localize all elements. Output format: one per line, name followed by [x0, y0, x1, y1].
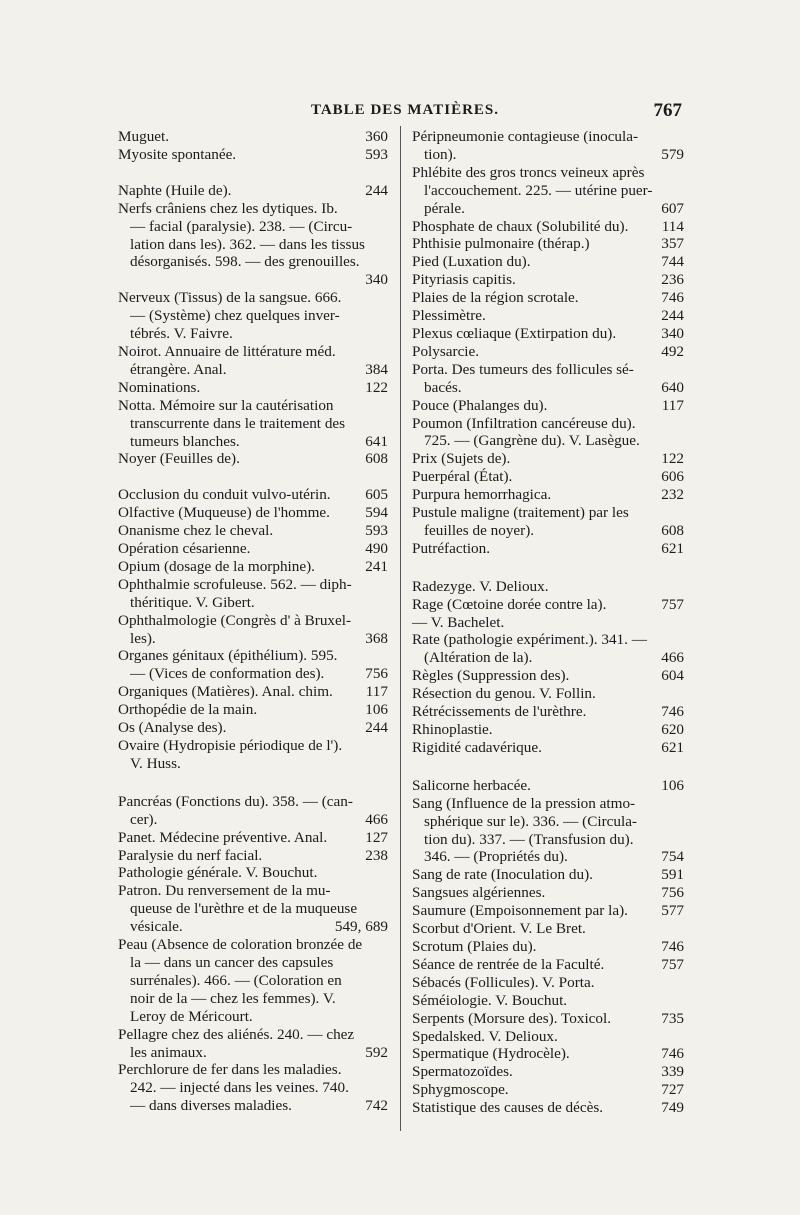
index-entry	[412, 504, 684, 540]
entry-line: transcurrente dans le traitement des	[130, 414, 346, 432]
index-entry	[412, 253, 684, 271]
entry-line: Rate (pathologie expériment.). 341. —	[412, 631, 647, 649]
entry-line: Pied (Luxation du). 744	[412, 253, 684, 271]
entry-line: Nerfs crâniens chez les dytiques. Ib.	[118, 199, 338, 217]
page-reference: 579	[661, 145, 684, 163]
page-reference: 466	[661, 649, 684, 667]
page-reference: 368	[365, 629, 388, 647]
entry-line: Poumon (Infiltration cancéreuse du).	[412, 414, 636, 432]
page-reference: 746	[661, 1045, 684, 1063]
entry-line: Règles (Suppression des). 604	[412, 667, 684, 685]
page-reference: 591	[661, 866, 684, 884]
entry-line: Plexus cœliaque (Extirpation du). 340	[412, 324, 684, 342]
page-reference: 117	[365, 683, 388, 701]
entry-line: Panet. Médecine préventive. Anal. 127	[118, 828, 388, 846]
page-reference: 360	[365, 128, 388, 145]
entry-line: Spermatique (Hydrocèle). 746	[412, 1045, 684, 1063]
index-entry	[118, 128, 388, 146]
index-entry	[412, 667, 684, 685]
index-entry	[118, 146, 388, 164]
entry-line: bacés. 640	[424, 378, 684, 396]
entry-line: Opium (dosage de la morphine). 241	[118, 557, 388, 575]
page-reference: 746	[661, 289, 684, 307]
entry-line: Purpura hemorrhagica. 232	[412, 486, 684, 504]
page-reference: 592	[365, 1043, 388, 1061]
entry-line: Patron. Du renversement de la mu-	[118, 882, 331, 900]
entry-line: — (Système) chez quelques inver-	[130, 307, 340, 325]
entry-line: 346. — (Propriétés du). 754	[424, 848, 684, 866]
entry-line: Opération césarienne. 490	[118, 540, 388, 558]
entry-line: Saumure (Empoisonnement par la). 577	[412, 902, 684, 920]
index-entry	[412, 164, 684, 218]
index-entry	[412, 920, 684, 938]
page-reference: 244	[661, 307, 684, 325]
entry-line: Noirot. Annuaire de littérature méd.	[118, 342, 336, 360]
index-entry	[412, 974, 684, 992]
page-reference: 466	[365, 810, 388, 828]
entry-line: lation dans les). 362. — dans les tissus	[130, 235, 365, 253]
index-entry	[412, 486, 684, 504]
page-reference: 492	[661, 342, 684, 360]
page-reference: 384	[365, 360, 388, 378]
entry-line: Polysarcie. 492	[412, 342, 684, 360]
entry-line: Rage (Cœtoine dorée contre la). 757	[412, 595, 684, 613]
entry-line: Rétrécissements de l'urèthre. 746	[412, 703, 684, 721]
entry-line: Noyer (Feuilles de). 608	[118, 450, 388, 468]
page-reference: 339	[661, 1063, 684, 1081]
page-reference: 757	[661, 955, 684, 973]
entry-line: Serpents (Morsure des). Toxicol. 735	[412, 1009, 684, 1027]
index-entry	[412, 235, 684, 253]
entry-line: Rigidité cadavérique. 621	[412, 738, 684, 756]
index-entry	[118, 737, 388, 773]
entry-line: Putréfaction. 621	[412, 539, 684, 557]
entry-line: Peau (Absence de coloration bronzée de	[118, 936, 363, 954]
index-entry	[118, 558, 388, 576]
page-reference: 757	[661, 595, 684, 613]
entry-line: Os (Analyse des). 244	[118, 719, 388, 737]
index-entry	[412, 468, 684, 486]
entry-line	[118, 271, 388, 289]
entry-line: V. Huss.	[130, 754, 181, 772]
entry-line: 242. — injecté dans les veines. 740.	[130, 1079, 349, 1097]
index-entry	[118, 343, 388, 379]
section-gap	[118, 164, 388, 182]
index-entry	[412, 218, 684, 236]
page-reference: 756	[661, 884, 684, 902]
index-entry	[412, 397, 684, 415]
entry-line: Sang de rate (Inoculation du). 591	[412, 866, 684, 884]
entry-line: tébrés. V. Faivre.	[130, 325, 233, 343]
index-entry	[118, 289, 388, 343]
index-entry	[412, 795, 684, 867]
index-entry	[412, 325, 684, 343]
index-entry	[118, 719, 388, 737]
entry-line: tion). 579	[424, 145, 684, 163]
index-entry	[118, 647, 388, 683]
entry-line: 725. — (Gangrène du). V. Lasègue.	[424, 432, 640, 450]
index-entry	[412, 343, 684, 361]
entry-line: feuilles de noyer). 608	[424, 521, 684, 539]
index-entry	[118, 936, 388, 1026]
page-reference: 640	[661, 378, 684, 396]
page-reference: 593	[365, 145, 388, 163]
index-entry	[118, 683, 388, 701]
page-reference: 593	[365, 522, 388, 540]
page-reference: 238	[365, 846, 388, 864]
page-reference: 606	[661, 468, 684, 486]
page-reference: 641	[365, 432, 388, 450]
entry-line: Sphygmoscope. 727	[412, 1081, 684, 1099]
page-reference: 127	[365, 828, 388, 846]
page-reference: 117	[661, 396, 684, 414]
page-reference: 577	[661, 902, 684, 920]
entry-line: noir de la — chez les femmes). V.	[130, 989, 336, 1007]
right-column	[412, 128, 684, 1117]
entry-line: Péripneumonie contagieuse (inocula-	[412, 128, 639, 145]
index-entry	[118, 847, 388, 865]
index-entry	[412, 1010, 684, 1028]
page-reference: 244	[365, 719, 388, 737]
page-reference: 749	[661, 1099, 684, 1117]
entry-line: Scrotum (Plaies du). 746	[412, 937, 684, 955]
index-entry	[412, 614, 684, 632]
entry-line: — (Vices de conformation des). 756	[130, 665, 388, 683]
entry-line: les). 368	[130, 629, 388, 647]
entry-line: Sang (Influence de la pression atmo-	[412, 794, 636, 812]
index-entry	[412, 1063, 684, 1081]
index-entry	[412, 956, 684, 974]
index-entry	[118, 200, 388, 290]
index-entry	[412, 415, 684, 451]
index-entry	[118, 397, 388, 451]
entry-line: Orthopédie de la main. 106	[118, 701, 388, 719]
page-reference: 746	[661, 703, 684, 721]
entry-line: Pityriasis capitis. 236	[412, 271, 684, 289]
entry-line: — dans diverses maladies. 742	[130, 1097, 388, 1115]
page-reference: 746	[661, 937, 684, 955]
index-entry	[412, 271, 684, 289]
entry-line: Phthisie pulmonaire (thérap.) 357	[412, 235, 684, 253]
running-header	[0, 100, 800, 124]
page-number: 767	[653, 100, 682, 121]
index-entry	[412, 685, 684, 703]
page-reference: 727	[661, 1081, 684, 1099]
index-entry	[412, 540, 684, 558]
entry-line: Olfactive (Muqueuse) de l'homme. 594	[118, 504, 388, 522]
index-entry	[118, 882, 388, 936]
index-entry	[412, 902, 684, 920]
entry-line: Plaies de la région scrotale. 746	[412, 289, 684, 307]
page-reference: 744	[661, 253, 684, 271]
entry-line: Organiques (Matières). Anal. chim. 117	[118, 683, 388, 701]
entry-line: Sébacés (Follicules). V. Porta.	[412, 973, 595, 991]
index-entry	[118, 182, 388, 200]
entry-line: Nominations. 122	[118, 378, 388, 396]
page-reference: 608	[365, 450, 388, 468]
entry-line: Scorbut d'Orient. V. Le Bret.	[412, 920, 586, 938]
entry-line: Plessimètre. 244	[412, 307, 684, 325]
entry-line: Rhinoplastie. 620	[412, 721, 684, 738]
entry-line: Spermatozoïdes. 339	[412, 1063, 684, 1081]
page-reference: 114	[661, 217, 684, 235]
page-reference: 357	[661, 235, 684, 253]
entry-line: Résection du genou. V. Follin.	[412, 685, 596, 703]
entry-line: Puerpéral (État). 606	[412, 468, 684, 486]
page-reference: 605	[365, 486, 388, 504]
entry-line: sphérique sur le). 336. — (Circula-	[424, 812, 637, 830]
page-reference: 232	[661, 486, 684, 504]
index-entry	[412, 777, 684, 795]
page-reference: 490	[365, 540, 388, 558]
entry-line: Ovaire (Hydropisie périodique de l').	[118, 737, 343, 754]
index-entry	[412, 128, 684, 164]
index-entry	[412, 866, 684, 884]
index-entry	[118, 522, 388, 540]
entry-line: étrangère. Anal. 384	[130, 360, 388, 378]
page-reference: 754	[661, 848, 684, 866]
entry-line: surrénales). 466. — (Coloration en	[130, 971, 342, 989]
page-reference: 106	[661, 776, 684, 794]
section-gap	[412, 558, 684, 578]
entry-line: Séance de rentrée de la Faculté. 757	[412, 955, 684, 973]
index-entry	[412, 739, 684, 757]
index-entry	[118, 576, 388, 612]
index-entry	[118, 701, 388, 719]
page-reference: 236	[661, 271, 684, 289]
left-column	[118, 128, 388, 1115]
entry-line: Sangsues algériennes. 756	[412, 884, 684, 902]
index-entry	[118, 1061, 388, 1115]
page-reference: 604	[661, 667, 684, 685]
entry-line: — V. Bachelet.	[412, 613, 505, 631]
page-reference: 549, 689	[334, 918, 388, 936]
index-entry	[118, 864, 388, 882]
index-entry	[118, 450, 388, 468]
entry-line: Nerveux (Tissus) de la sangsue. 666.	[118, 289, 342, 307]
entry-line: l'accouchement. 225. — utérine puer-	[424, 181, 653, 199]
entry-line: tion du). 337. — (Transfusion du).	[424, 830, 634, 848]
entry-line: Pouce (Phalanges du). 117	[412, 396, 684, 414]
page-reference: 340	[365, 271, 388, 289]
entry-line: désorganisés. 598. — des grenouilles.	[130, 253, 360, 271]
index-entry	[412, 289, 684, 307]
entry-line: Séméiologie. V. Bouchut.	[412, 991, 568, 1009]
entry-line: queuse de l'urèthre et de la muqueuse	[130, 900, 358, 918]
page-reference: 608	[661, 521, 684, 539]
page-title: TABLE DES MATIÈRES.	[310, 102, 500, 118]
index-entry	[412, 721, 684, 739]
entry-line: (Altération de la). 466	[424, 649, 684, 667]
entry-line: la — dans un cancer des capsules	[130, 953, 334, 971]
page-reference: 241	[365, 557, 388, 575]
entry-line: cer). 466	[130, 810, 388, 828]
entry-line: Perchlorure de fer dans les maladies.	[118, 1061, 342, 1079]
index-entry	[118, 540, 388, 558]
page-reference: 607	[661, 199, 684, 217]
entry-line: Myosite spontanée. 593	[118, 145, 388, 163]
index-entry	[118, 486, 388, 504]
entry-line: Naphte (Huile de). 244	[118, 181, 388, 199]
entry-line: Phlébite des gros troncs veineux après	[412, 163, 645, 181]
entry-line: Ophthalmie scrofuleuse. 562. — diph-	[118, 575, 352, 593]
index-entry	[118, 379, 388, 397]
index-entry	[118, 793, 388, 829]
page-reference: 594	[365, 504, 388, 522]
page-reference: 340	[661, 324, 684, 342]
page-reference: 621	[661, 738, 684, 756]
entry-line: Leroy de Méricourt.	[130, 1007, 253, 1025]
index-entry	[412, 703, 684, 721]
entry-line: Ophthalmologie (Congrès d' à Bruxel-	[118, 611, 352, 629]
index-entry	[412, 307, 684, 325]
entry-line: Radezyge. V. Delioux.	[412, 577, 549, 595]
entry-line: Phosphate de chaux (Solubilité du). 114	[412, 217, 684, 235]
entry-line: Pathologie générale. V. Bouchut.	[118, 864, 318, 882]
page-reference: 735	[661, 1009, 684, 1027]
index-entry	[412, 884, 684, 902]
section-gap	[412, 757, 684, 777]
index-entry	[412, 1045, 684, 1063]
entry-line: pérale. 607	[424, 199, 684, 217]
entry-line: Statistique des causes de décès. 749	[412, 1099, 684, 1117]
page-reference: 122	[365, 378, 388, 396]
index-entry	[412, 938, 684, 956]
entry-line: — facial (paralysie). 238. — (Circu-	[130, 217, 353, 235]
index-entry	[412, 578, 684, 596]
index-entry	[412, 361, 684, 397]
section-gap	[118, 773, 388, 793]
entry-line: Pellagre chez des aliénés. 240. — chez	[118, 1025, 355, 1043]
entry-line: Onanisme chez le cheval. 593	[118, 522, 388, 540]
entry-line: Spedalsked. V. Delioux.	[412, 1027, 558, 1045]
entry-line: Pancréas (Fonctions du). 358. — (can-	[118, 792, 353, 810]
column-divider	[400, 126, 401, 1131]
index-entry	[412, 1081, 684, 1099]
page-reference: 620	[661, 721, 684, 738]
section-gap	[118, 468, 388, 486]
entry-line: tumeurs blanches. 641	[130, 432, 388, 450]
entry-line: Occlusion du conduit vulvo-utérin. 605	[118, 486, 388, 504]
entry-line: Salicorne herbacée. 106	[412, 776, 684, 794]
page-reference: 122	[661, 450, 684, 468]
entry-line: vésicale. 549, 689	[130, 918, 388, 936]
entry-line: Pustule maligne (traitement) par les	[412, 504, 629, 522]
index-entry	[118, 612, 388, 648]
entry-line: les animaux. 592	[130, 1043, 388, 1061]
index-entry	[412, 992, 684, 1010]
index-entry	[412, 596, 684, 614]
page-reference: 621	[661, 539, 684, 557]
entry-line: théritique. V. Gibert.	[130, 593, 255, 611]
page-reference: 756	[365, 665, 388, 683]
entry-line: Notta. Mémoire sur la cautérisation	[118, 396, 334, 414]
index-entry	[412, 1028, 684, 1046]
index-entry	[412, 631, 684, 667]
index-entry	[412, 450, 684, 468]
entry-line: Paralysie du nerf facial. 238	[118, 846, 388, 864]
entry-line: Prix (Sujets de). 122	[412, 450, 684, 468]
index-entry	[412, 1099, 684, 1117]
page-reference: 244	[365, 181, 388, 199]
index-entry	[118, 1026, 388, 1062]
entry-line: Organes génitaux (épithélium). 595.	[118, 647, 338, 665]
entry-line: Muguet. 360	[118, 128, 388, 145]
index-entry	[118, 829, 388, 847]
entry-line: Porta. Des tumeurs des follicules sé-	[412, 360, 634, 378]
page-reference: 106	[365, 701, 388, 719]
page-reference: 742	[365, 1097, 388, 1115]
index-entry	[118, 504, 388, 522]
